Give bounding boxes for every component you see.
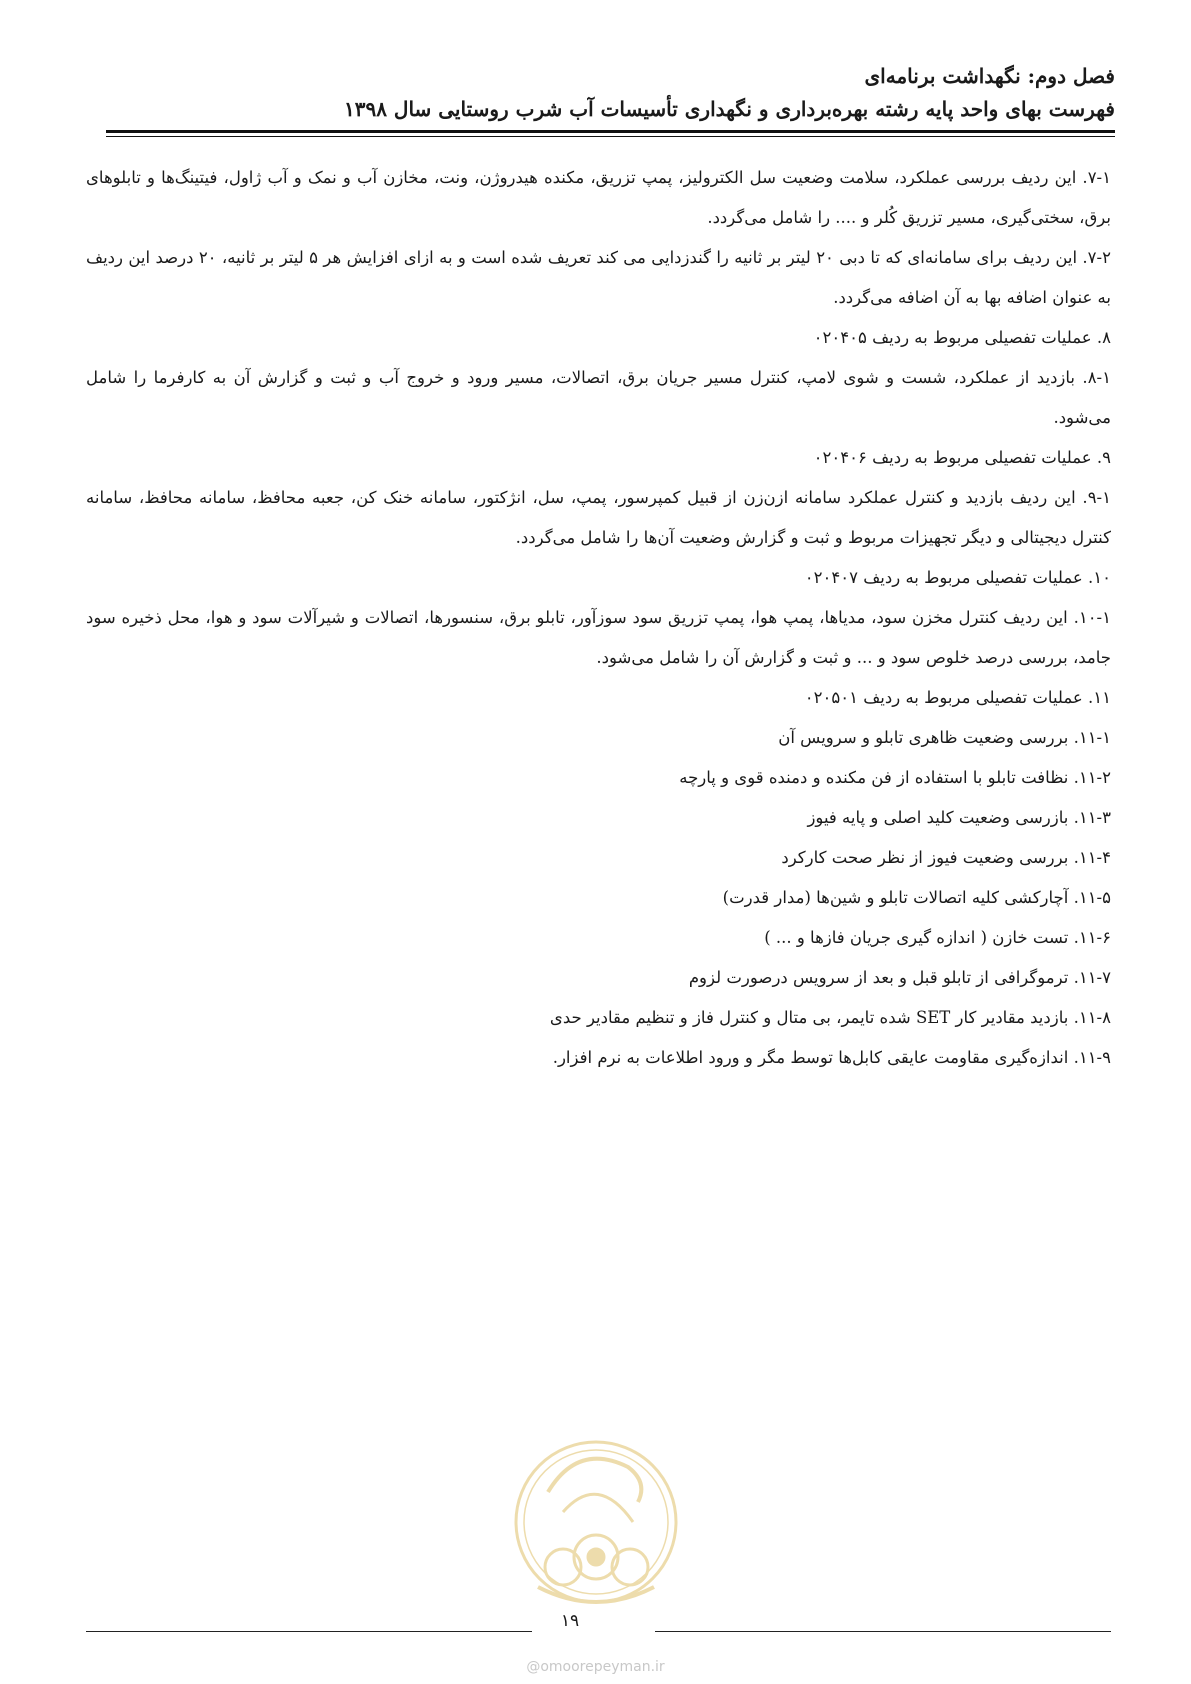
- website-watermark: @omoorepeyman.ir: [526, 1659, 665, 1675]
- list-item: ۱۱-۹. اندازه‌گیری مقاومت عایقی کابل‌ها توسط مگر و ورود اطلاعات به نرم افزار.: [552, 1048, 1111, 1067]
- page-header: [106, 60, 1115, 126]
- paragraph: ۷-۲. این ردیف برای سامانه‌ای که تا دبی ۲۰ لیتر بر ثانیه را گندزدایی می کند تعریف شده است و به ازای افزایش هر ۵ لیتر بر ثانیه، ۲۰ درصد این ردیف به عنوان اضافه بها به آن اضافه می‌گردد.: [86, 248, 1111, 307]
- footer-rule-right: [655, 1631, 1111, 1632]
- header-rule-thick: [106, 130, 1115, 133]
- header-rule-thin: [106, 136, 1115, 137]
- paragraph: ۱۰-۱. این ردیف کنترل مخزن سود، مدیاها، پمپ هوا، پمپ تزریق سود سوزآور، تابلو برق، سنسورها، اتصالات و شیرآلات سود و هوا، محل ذخیره سود جامد، بررسی درصد خلوص سود و ... و ثبت و گزارش آن را شامل می‌شود.: [86, 608, 1111, 667]
- chapter-title: فصل دوم: نگهداشت برنامه‌ای: [864, 64, 1115, 88]
- list-item: ۱۱-۶. تست خازن ( اندازه گیری جریان فازها و ... ): [764, 928, 1111, 947]
- page-footer: [86, 1621, 1111, 1641]
- paragraph: ۸-۱. بازدید از عملکرد، شست و شوی لامپ، کنترل مسیر جریان برق، اتصالات، مسیر ورود و خروج آب و ثبت و گزارش آن به کارفرما را شامل می‌شود.: [86, 368, 1111, 427]
- list-item: ۱۱-۷. ترموگرافی از تابلو قبل و بعد از سرویس درصورت لزوم: [688, 968, 1111, 987]
- list-item: ۱۱-۸. بازدید مقادیر کار SET شده تایمر، بی متال و کنترل فاز و تنظیم مقادیر حدی: [549, 1008, 1111, 1027]
- list-item: ۱۱-۲. نظافت تابلو با استفاده از فن مکنده و دمنده قوی و پارچه: [679, 768, 1111, 787]
- list-item: ۱۱-۴. بررسی وضعیت فیوز از نظر صحت کارکرد: [781, 848, 1111, 867]
- list-item: ۱۱-۱. بررسی وضعیت ظاهری تابلو و سرویس آن: [778, 728, 1111, 747]
- section-heading: ۸. عملیات تفصیلی مربوط به ردیف ۰۲۰۴۰۵: [813, 328, 1111, 347]
- paragraph: ۹-۱. این ردیف بازدید و کنترل عملکرد سامانه ازن‌زن از قبیل کمپرسور، پمپ، سل، انژکتور، سامانه خنک کن، جعبه محافظ، سامانه محافظ، سامانه کنترل دیجیتالی و دیگر تجهیزات مربوط و ثبت و گزارش وضعیت آن‌ها را شامل می‌گردد.: [86, 488, 1111, 547]
- section-heading: ۱۰. عملیات تفصیلی مربوط به ردیف ۰۲۰۴۰۷: [804, 568, 1111, 587]
- document-title: فهرست بهای واحد پایه رشته بهره‌برداری و نگهداری تأسیسات آب شرب روستایی سال ۱۳۹۸: [343, 97, 1115, 121]
- list-item: ۱۱-۳. بازرسی وضعیت کلید اصلی و پایه فیوز: [807, 808, 1111, 827]
- body-text: [86, 158, 1111, 1078]
- section-heading: ۹. عملیات تفصیلی مربوط به ردیف ۰۲۰۴۰۶: [813, 448, 1111, 467]
- list-item: ۱۱-۵. آچارکشی کلیه اتصالات تابلو و شین‌ها (مدار قدرت): [722, 888, 1111, 907]
- footer-rule-left: [86, 1631, 532, 1632]
- section-heading: ۱۱. عملیات تفصیلی مربوط به ردیف ۰۲۰۵۰۱: [804, 688, 1111, 707]
- page-number: ۱۹: [560, 1611, 580, 1631]
- paragraph: ۷-۱. این ردیف بررسی عملکرد، سلامت وضعیت سل الکترولیز، پمپ تزریق، مکنده هیدروژن، ونت، مخازن آب و نمک و آب ژاول، فیتینگ‌ها و تابلوهای برق، سختی‌گیری، مسیر تزریق کُلر و .... را شامل می‌گردد.: [86, 168, 1111, 227]
- watermark-logo: [508, 1372, 683, 1662]
